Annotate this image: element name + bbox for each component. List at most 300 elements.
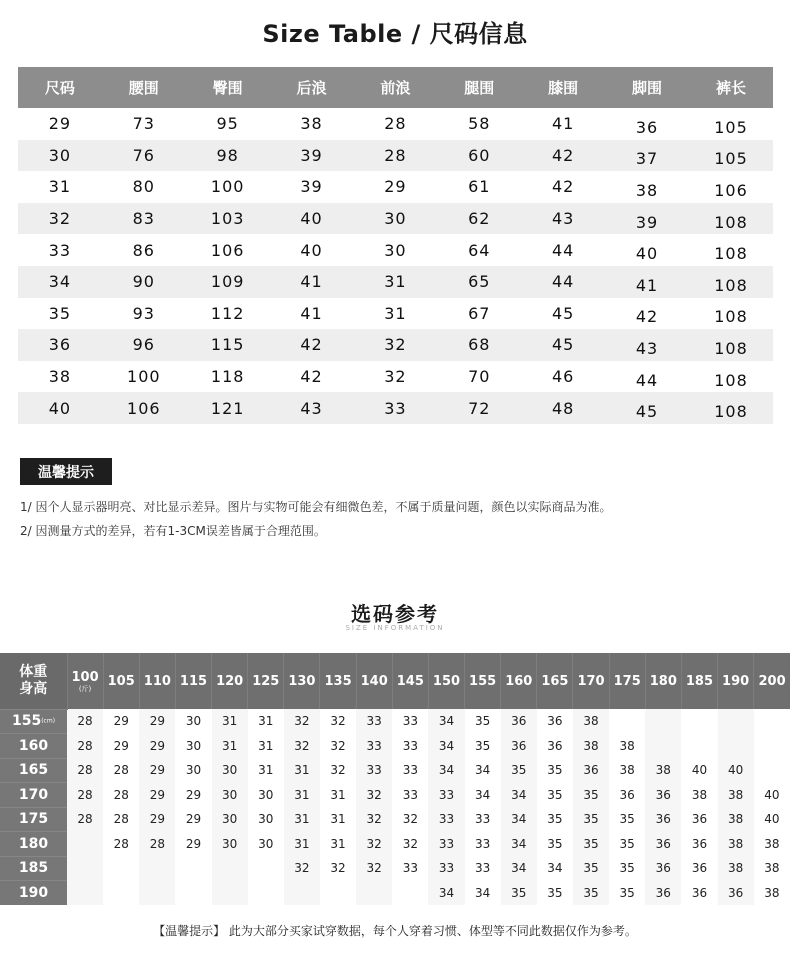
reference-size-cell: 35: [501, 881, 537, 906]
reference-size-cell: [103, 881, 139, 906]
reference-size-cell: [645, 734, 681, 759]
weight-value: 180: [649, 673, 677, 689]
size-cell: 45: [521, 329, 605, 361]
reference-size-cell: 35: [474, 714, 491, 729]
reference-size-cell: 35: [619, 836, 635, 851]
reference-size-cell: 28: [139, 832, 175, 857]
weight-value: 125: [252, 673, 280, 689]
size-cell: 30: [354, 203, 438, 235]
weight-value: 145: [396, 673, 424, 689]
reference-size-cell: 35: [573, 832, 609, 857]
reference-size-cell: 36: [645, 783, 681, 808]
reference-size-cell: 32: [284, 856, 320, 881]
size-cell: 32: [354, 329, 438, 361]
size-cell: 58: [468, 114, 491, 134]
size-cell: 121: [186, 392, 270, 424]
reference-row: [0, 758, 790, 783]
reference-size-cell: 38: [645, 758, 681, 783]
reference-size-cell: 33: [402, 714, 418, 729]
size-header-cell: 尺码: [18, 67, 102, 108]
reference-size-cell: 36: [645, 856, 681, 881]
size-cell: 42: [521, 140, 605, 172]
reference-size-cell: [175, 856, 211, 881]
reference-size-cell: 34: [428, 709, 464, 734]
size-cell: 48: [521, 392, 605, 424]
height-value: 175: [18, 811, 49, 828]
reference-size-cell: 35: [547, 787, 563, 802]
size-cell: 44: [521, 266, 605, 298]
reference-row: [0, 783, 790, 808]
size-table-row: [18, 140, 773, 172]
size-cell: 40: [635, 244, 659, 264]
size-cell: 41: [300, 303, 323, 323]
reference-size-cell: 36: [691, 812, 708, 827]
size-cell: 39: [300, 177, 323, 197]
tips-label: 温馨提示: [20, 458, 112, 485]
reference-size-cell: 38: [764, 861, 780, 876]
size-header-cell: 裤长: [689, 67, 773, 108]
reference-size-cell: 31: [330, 787, 346, 802]
reference-size-cell: 30: [258, 812, 274, 827]
reference-size-cell: 31: [284, 832, 320, 857]
reference-size-cell: 34: [428, 758, 464, 783]
reference-size-cell: 34: [428, 881, 464, 906]
reference-size-cell: 29: [139, 807, 175, 832]
height-cell: [0, 832, 67, 857]
reference-size-cell: 29: [139, 734, 175, 759]
size-cell: 100: [127, 367, 161, 387]
reference-size-cell: 29: [185, 787, 202, 802]
size-header-cell: 前浪: [354, 67, 438, 108]
size-cell: 60: [437, 140, 521, 172]
reference-size-cell: 28: [67, 783, 103, 808]
reference-size-cell: 35: [573, 807, 609, 832]
size-cell: 31: [384, 303, 407, 323]
size-cell: 32: [384, 367, 407, 387]
size-table-header: [18, 67, 773, 108]
reference-size-cell: 35: [573, 881, 609, 906]
size-cell: 43: [605, 329, 689, 361]
reference-size-cell: 32: [284, 709, 320, 734]
size-cell: 31: [354, 266, 438, 298]
reference-size-cell: [175, 881, 211, 906]
size-table-row: [18, 329, 773, 361]
size-cell: 40: [18, 392, 102, 424]
size-cell: 61: [468, 177, 491, 197]
height-value: 155: [11, 713, 42, 730]
size-cell: 105: [714, 117, 748, 137]
reference-size-cell: 38: [573, 709, 609, 734]
reference-size-cell: 33: [474, 836, 491, 851]
size-cell: 42: [300, 367, 323, 387]
reference-size-cell: 32: [330, 861, 346, 876]
size-cell: 108: [714, 244, 748, 264]
height-value: 185: [18, 860, 49, 877]
height-axis-label: 身高: [19, 680, 48, 697]
height-cell: [0, 856, 67, 881]
size-cell: 118: [210, 367, 245, 387]
reference-size-cell: 38: [619, 738, 635, 753]
height-value: 165: [18, 762, 49, 779]
reference-size-cell: 40: [718, 758, 754, 783]
size-cell: 36: [18, 329, 102, 361]
weight-header-cell: [67, 653, 103, 709]
reference-row: [0, 734, 790, 759]
reference-size-cell: 36: [691, 885, 708, 900]
size-cell: 95: [216, 114, 239, 134]
size-cell: 41: [270, 266, 354, 298]
weight-value: 190: [722, 673, 750, 689]
reference-subtitle: SIZE INFORMATION: [345, 624, 445, 632]
size-cell: 28: [384, 114, 407, 134]
size-cell: 39: [605, 203, 689, 235]
size-cell: 38: [635, 180, 659, 200]
reference-size-cell: 31: [330, 812, 346, 827]
reference-size-cell: 32: [402, 836, 418, 851]
reference-size-cell: [212, 856, 248, 881]
size-cell: 100: [210, 177, 245, 197]
reference-size-cell: 38: [764, 836, 780, 851]
reference-size-cell: [139, 881, 175, 906]
reference-size-cell: [212, 881, 248, 906]
size-cell: 42: [635, 307, 659, 327]
size-cell: 76: [102, 140, 186, 172]
reference-size-cell: 34: [428, 734, 464, 759]
reference-size-cell: 35: [573, 783, 609, 808]
height-cell: [0, 709, 67, 734]
size-cell: 43: [270, 392, 354, 424]
size-cell: 83: [102, 203, 186, 235]
reference-size-cell: 33: [474, 812, 491, 827]
reference-size-cell: 33: [356, 758, 392, 783]
size-cell: 42: [270, 329, 354, 361]
reference-size-cell: [284, 881, 320, 906]
weight-header-cell: [681, 653, 717, 709]
reference-size-cell: 32: [284, 734, 320, 759]
size-cell: 41: [552, 114, 575, 134]
size-table-row: [18, 392, 773, 424]
reference-size-cell: [103, 856, 139, 881]
reference-size-cell: 32: [356, 783, 392, 808]
size-cell: 98: [186, 140, 270, 172]
weight-header-cell: [428, 653, 464, 709]
reference-size-cell: 33: [356, 709, 392, 734]
size-cell: 106: [714, 180, 748, 200]
reference-size-cell: 35: [547, 836, 563, 851]
reference-size-cell: 33: [474, 861, 491, 876]
size-cell: 30: [18, 140, 102, 172]
reference-size-cell: 33: [428, 783, 464, 808]
reference-size-cell: 35: [547, 885, 563, 900]
reference-size-cell: 40: [764, 787, 780, 802]
reference-size-cell: 31: [258, 738, 274, 753]
reference-size-cell: 40: [764, 812, 780, 827]
size-cell: 32: [18, 203, 102, 235]
size-cell: 34: [18, 266, 102, 298]
reference-size-cell: 30: [212, 783, 248, 808]
size-cell: 108: [689, 266, 773, 298]
weight-value: 155: [469, 673, 497, 689]
size-cell: 108: [714, 307, 748, 327]
size-header-cell: 腰围: [102, 67, 186, 108]
reference-size-cell: 29: [139, 783, 175, 808]
size-cell: 109: [186, 266, 270, 298]
size-cell: 106: [102, 392, 186, 424]
reference-size-cell: 29: [113, 738, 129, 753]
reference-size-cell: 38: [718, 807, 754, 832]
reference-size-cell: [392, 881, 428, 906]
size-cell: 30: [384, 240, 407, 260]
size-cell: 35: [48, 303, 72, 323]
size-table-row: [18, 234, 773, 266]
weight-value: 185: [685, 673, 714, 689]
reference-size-cell: 32: [356, 832, 392, 857]
weight-header-cell: [537, 653, 573, 709]
reference-size-cell: 32: [330, 714, 346, 729]
reference-size-cell: 38: [573, 734, 609, 759]
size-cell: 40: [300, 240, 323, 260]
reference-size-cell: 38: [764, 885, 780, 900]
reference-size-cell: 28: [67, 709, 103, 734]
reference-row: [0, 807, 790, 832]
reference-size-cell: 30: [258, 787, 274, 802]
height-unit: (cm): [41, 717, 56, 725]
size-cell: 40: [270, 203, 354, 235]
reference-size-cell: 31: [258, 714, 274, 729]
reference-size-cell: [248, 856, 284, 881]
size-cell: 33: [48, 240, 72, 260]
reference-size-cell: [754, 734, 790, 759]
tip-line-2: 2/ 因测量方式的差异，若有1-3CM误差皆属于合理范围。: [20, 524, 326, 538]
reference-size-cell: 36: [501, 734, 537, 759]
weight-unit: (斤): [78, 684, 92, 693]
reference-size-cell: 34: [501, 783, 537, 808]
size-cell: 31: [48, 177, 72, 197]
reference-size-cell: 33: [402, 861, 418, 876]
reference-size-cell: 38: [691, 787, 708, 802]
reference-size-cell: 30: [185, 714, 202, 729]
size-cell: 42: [552, 177, 575, 197]
size-cell: 46: [552, 367, 575, 387]
reference-size-cell: 35: [474, 738, 491, 753]
size-cell: 36: [635, 117, 659, 137]
height-cell: [0, 783, 67, 808]
reference-size-cell: 30: [212, 758, 248, 783]
reference-size-cell: 33: [402, 738, 418, 753]
weight-value: 140: [360, 673, 388, 689]
size-cell: 108: [689, 329, 773, 361]
weight-header-cell: [248, 653, 284, 709]
size-cell: 86: [132, 240, 155, 260]
weight-value: 160: [505, 673, 533, 689]
reference-size-cell: 34: [474, 885, 491, 900]
size-cell: 67: [468, 303, 491, 323]
weight-header-cell: [320, 653, 356, 709]
size-cell: 80: [132, 177, 155, 197]
reference-size-cell: 34: [547, 861, 563, 876]
reference-size-cell: 32: [402, 812, 418, 827]
size-table-row: [18, 298, 773, 330]
reference-row: [0, 832, 790, 857]
size-cell: 108: [689, 392, 773, 424]
reference-size-cell: 36: [645, 807, 681, 832]
reference-size-cell: [67, 881, 103, 906]
size-cell: 72: [437, 392, 521, 424]
reference-size-cell: 35: [619, 885, 635, 900]
size-header-cell: 腿围: [437, 67, 521, 108]
reference-header: [0, 653, 790, 709]
weight-value: 135: [324, 673, 352, 689]
weight-value: 175: [613, 673, 641, 689]
tip-line-1: 1/ 因个人显示器明亮、对比显示差异。图片与实物可能会有细微色差，不属于质量问题，颜色以实际商品为准。: [20, 500, 612, 514]
reference-size-cell: 30: [185, 738, 202, 753]
weight-axis-label: 体重: [19, 663, 48, 680]
reference-size-cell: [681, 709, 717, 734]
reference-size-cell: 38: [718, 856, 754, 881]
reference-size-cell: 28: [67, 758, 103, 783]
reference-title: 选码参考: [351, 602, 439, 626]
size-cell: 29: [384, 177, 407, 197]
size-header-cell: 臀围: [186, 67, 270, 108]
size-cell: 44: [635, 370, 659, 390]
reference-size-cell: 30: [258, 836, 274, 851]
reference-size-cell: [754, 758, 790, 783]
reference-size-cell: 28: [113, 812, 129, 827]
reference-size-cell: [718, 734, 754, 759]
reference-size-cell: 29: [139, 758, 175, 783]
size-header-cell: 脚围: [605, 67, 689, 108]
height-value: 160: [18, 737, 49, 754]
reference-size-cell: 33: [428, 832, 464, 857]
reference-size-cell: 33: [428, 807, 464, 832]
size-table-row: [18, 108, 773, 140]
weight-header-cell: [718, 653, 754, 709]
height-cell: [0, 881, 67, 906]
size-cell: 33: [354, 392, 438, 424]
reference-size-cell: 29: [185, 812, 202, 827]
reference-size-cell: 30: [212, 807, 248, 832]
reference-size-cell: 32: [356, 856, 392, 881]
height-cell: [0, 734, 67, 759]
reference-size-cell: 32: [330, 763, 346, 778]
reference-note: 【温馨提示】 此为大部分买家试穿数据，每个人穿着习惯、体型等不同此数据仅作为参考。: [153, 924, 637, 938]
weight-header-cell: [609, 653, 645, 709]
reference-size-cell: 31: [330, 836, 346, 851]
size-cell: 38: [300, 114, 323, 134]
reference-size-cell: 38: [718, 783, 754, 808]
reference-row: [0, 856, 790, 881]
reference-size-cell: 34: [501, 832, 537, 857]
size-table: [18, 67, 773, 424]
reference-size-cell: 32: [330, 738, 346, 753]
reference-size-cell: 28: [113, 836, 129, 851]
size-cell: 29: [48, 114, 72, 134]
reference-size-cell: [645, 709, 681, 734]
weight-header-cell: [645, 653, 681, 709]
reference-size-cell: 35: [547, 763, 563, 778]
reference-size-cell: 36: [501, 709, 537, 734]
weight-value: 165: [541, 673, 569, 689]
reference-corner: [0, 653, 67, 709]
size-table-row: [18, 171, 773, 203]
weight-value: 105: [107, 673, 135, 689]
weight-header-cell: [573, 653, 609, 709]
weight-header-cell: [103, 653, 139, 709]
reference-size-cell: [139, 856, 175, 881]
height-cell: [0, 758, 67, 783]
size-cell: 37: [605, 140, 689, 172]
size-cell: 96: [102, 329, 186, 361]
height-value: 190: [18, 885, 49, 901]
reference-size-cell: 28: [113, 787, 129, 802]
size-cell: 106: [210, 240, 245, 260]
reference-size-cell: 36: [645, 881, 681, 906]
size-cell: 73: [132, 114, 155, 134]
weight-header-cell: [284, 653, 320, 709]
reference-size-cell: 33: [428, 856, 464, 881]
size-cell: 28: [354, 140, 438, 172]
reference-size-cell: 36: [573, 758, 609, 783]
weight-value: 100: [71, 669, 99, 685]
size-cell: 39: [270, 140, 354, 172]
reference-size-cell: 31: [258, 763, 274, 778]
size-cell: 65: [437, 266, 521, 298]
reference-size-cell: 29: [139, 709, 175, 734]
reference-size-cell: 34: [474, 787, 491, 802]
weight-value: 110: [143, 673, 171, 689]
size-reference-table: [0, 653, 790, 905]
reference-size-cell: 28: [67, 807, 103, 832]
reference-size-cell: 36: [691, 861, 708, 876]
reference-size-cell: 36: [718, 881, 754, 906]
size-cell: 105: [689, 140, 773, 172]
size-header-cell: 膝围: [521, 67, 605, 108]
weight-value: 170: [577, 673, 605, 689]
weight-value: 120: [216, 673, 244, 689]
reference-size-cell: 36: [547, 714, 563, 729]
reference-size-cell: 33: [402, 787, 418, 802]
weight-header-cell: [754, 653, 790, 709]
reference-size-cell: 36: [645, 832, 681, 857]
reference-size-cell: [718, 709, 754, 734]
reference-size-cell: 31: [212, 709, 248, 734]
weight-header-cell: [465, 653, 501, 709]
weight-header-cell: [356, 653, 392, 709]
reference-size-cell: 38: [718, 832, 754, 857]
reference-size-cell: 31: [284, 758, 320, 783]
size-cell: 103: [186, 203, 270, 235]
size-table-row: [18, 266, 773, 298]
size-cell: 43: [521, 203, 605, 235]
reference-size-cell: 34: [501, 856, 537, 881]
weight-value: 130: [288, 673, 316, 689]
reference-size-cell: 31: [284, 807, 320, 832]
reference-size-cell: 29: [185, 836, 202, 851]
size-table-row: [18, 361, 773, 393]
size-cell: 70: [468, 367, 491, 387]
reference-size-cell: 36: [691, 836, 708, 851]
reference-size-cell: 33: [402, 763, 418, 778]
size-cell: 41: [605, 266, 689, 298]
reference-size-cell: 35: [501, 758, 537, 783]
height-cell: [0, 807, 67, 832]
reference-size-cell: 29: [113, 714, 129, 729]
size-cell: 38: [48, 367, 72, 387]
size-table-row: [18, 203, 773, 235]
reference-size-cell: [754, 709, 790, 734]
weight-value: 200: [758, 673, 786, 689]
weight-header-cell: [392, 653, 428, 709]
